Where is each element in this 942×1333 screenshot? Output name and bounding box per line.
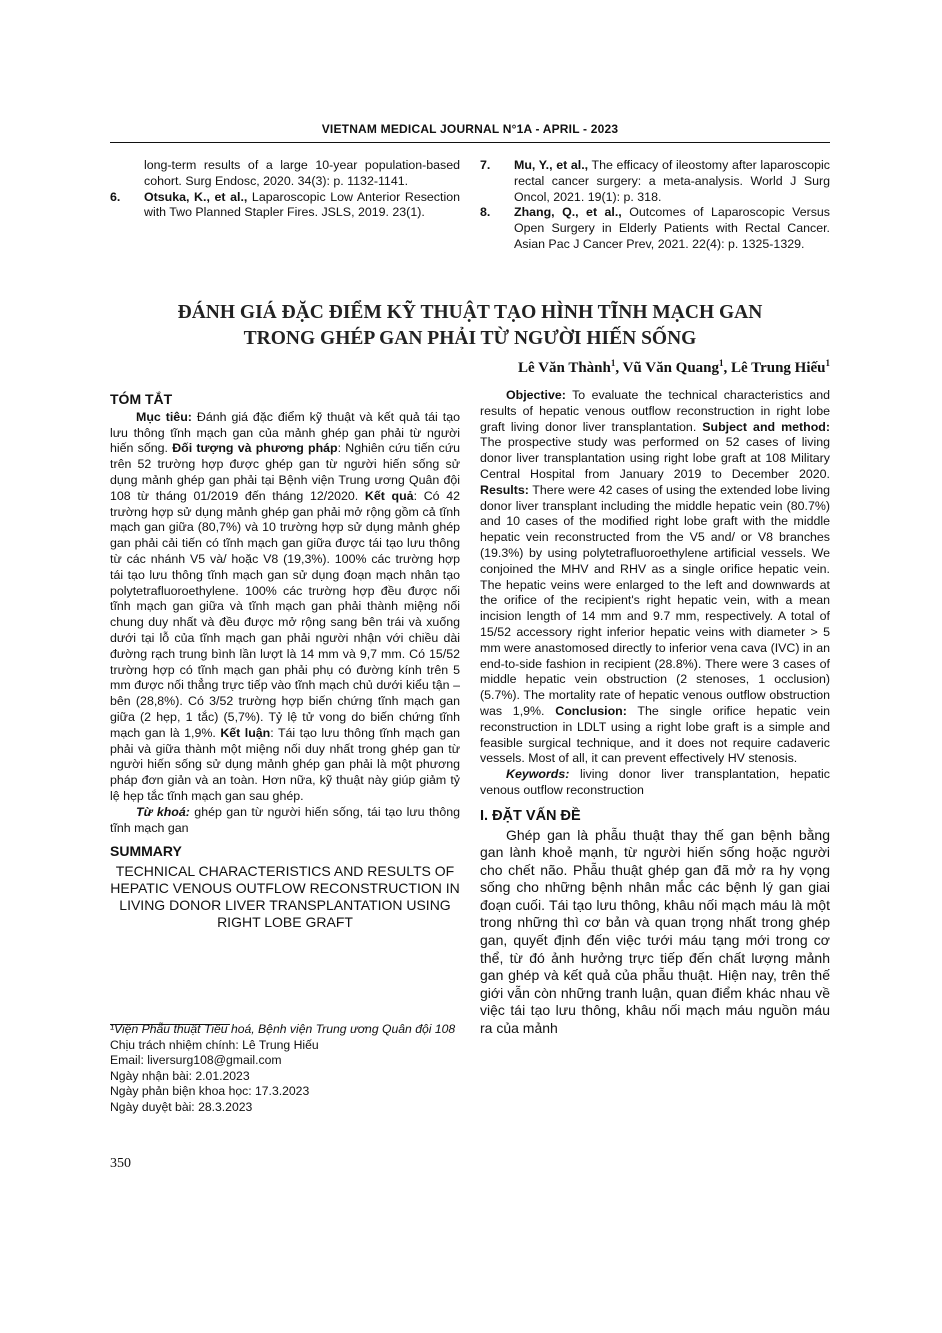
reference-item <box>110 190 460 222</box>
footnote <box>110 1022 460 1116</box>
reference-number: 6. <box>110 189 121 204</box>
title-line: ĐÁNH GIÁ ĐẶC ĐIỂM KỸ THUẬT TẠO HÌNH TĨNH MẠCH GAN <box>177 302 763 323</box>
reference-text: long-term results of a large 10-year population-based cohort. Surg Endosc, 2020. 34(3): p. 1132-1141. <box>144 158 460 188</box>
reference-item <box>110 158 460 190</box>
reference-text: The efficacy of ileostomy after laparoscopic rectal cancer surgery: a meta-analysis. World J Surg Oncol, 2021. 19(1): p. 318. <box>514 158 831 204</box>
reference-number: 7. <box>480 158 491 172</box>
reference-text: Outcomes of Laparoscopic Versus Open Surgery in Elderly Patients with Rectal Cancer. Asian Pac J Cancer Prev, 2021. 22(4): p. 1325-1329. <box>514 205 830 251</box>
intro-paragraph: Ghép gan là phẫu thuật thay thế gan bệnh bằng gan lành khoẻ mạnh, từ người hiến sống hoặc người cho chết não. Phẫu thuật ghép gan đã mở ra hy vọng sống cho những bệnh nhân mắc các bệnh lý gan giai đoạn cuối. Tái tạo lưu thông, khâu nối mạch máu là một trong những thì cơ bản và quan trọng nhất trong ghép gan, quyết định đến việc tưới máu tạng mới trong cơ thể, từ đó ảnh hưởng trực tiếp đến chất lượng mảnh gan ghép và kết quả của phẫu thuật. Hiện nay, trên thế giới vẫn còn những tranh luận, quan điểm khác nhau về việc tái tạo lưu thông, khâu nối mạch máu nguồn máu ra của mảnh <box>480 826 830 1037</box>
author-name: Vũ Văn Quang <box>622 360 720 376</box>
reference-number: 8. <box>480 205 491 220</box>
abstract-paragraph: Mục tiêu: Đánh giá đặc điểm kỹ thuật và kết quả tái tạo lưu thông tĩnh mạch gan của mảnh ghép gan phải từ người hiến sống. Đối tượng và phương pháp: Nghiên cứu tiến cứu trên 52 trường hợp được ghép gan từ người hiến sống sử dụng mảnh ghép gan phải tại Bệnh viện Trung ương Quân đội 108 từ tháng 01/2019 đến tháng 12/2020. Kết quả: Có 42 trường hợp sử dụng mảnh ghép gan phải mở rộng gồm cả tĩnh mạch gan giữa (80,7%) và 10 trường hợp sử dụng mảnh ghép gan phải cải tiến có tĩnh mạch gan giữa được tái tạo lưu thông từ các nhánh V5 và/ hoặc V8 (19,3%). 100% các trường hợp tái tạo lưu thông tĩnh mạch gan sử dụng đoạn mạch nhân tạo polytetrafluoroethylene. 100% các trường hợp đều được nối tĩnh mạch gan giữa và tĩnh mạch gan phải thành miệng nối chung duy nhất và đều được mở rộng sang bên trái và xuống dưới tại lỗ của tĩnh mạch gan phải người nhận với chiều dài đường rạch trung bình lần lượt là 14 mm và 9,7 mm. Có 15/52 trường hợp có tĩnh mạch gan phải phụ có đường kính trên 5 mm được nối thẳng trực tiếp vào tĩnh mạch chủ dưới kiểu tận – bên (28,8%). Có 3/52 trường hợp biến chứng tĩnh mạch gan giữa (2 hẹp, 1 tắc) (5,7%). Tỷ lệ tử vong do biến chứng tĩnh mạch gan là 1,9%. Kết luận: Tái tạo lưu thông tĩnh mạch gan phải và giữa thành một miệng nối duy nhất trong ghép gan từ người hiến sống sử dụng mảnh ghép gan phải là một phương pháp đơn giản và an toàn. Hơn nữa, kỹ thuật này giúp giảm tỷ lệ hẹp tắc tĩnh mạch gan sau ghép. <box>110 409 461 803</box>
page-number: 350 <box>110 1156 131 1171</box>
author-list: Lê Văn Thành$^1$, Vũ Văn Quang$^1$, Lê Trung Hiếu$^1$ <box>518 358 830 376</box>
references-right <box>480 158 830 253</box>
reference-authors: Mu, Y., et al., <box>514 158 589 172</box>
section-heading: TÓM TẮT <box>110 391 173 407</box>
summary-heading: SUMMARY <box>110 843 182 860</box>
abstract-paragraph: Objective: To evaluate the technical characteristics and results of hepatic venous outflow reconstruction in right lobe graft living donor liver transplantation. Subject and method: The prospective study was performed on 52 cases of living donor liver transplantation using right lobe graft at 108 Military Central Hospital from January 2019 to December 2020. Results: There were 42 cases of using the extended lobe living donor liver transplant including the middle hepatic vein (80.7%) and 10 cases of the modified right lobe graft with the middle hepatic vein reconstructed from the V5 and/ or V8 branches (19.3%) by using polytetrafluoroethylene artificial vessels. We conjoined the MHV and RHV as a single orifice hepatic vein. The hepatic veins were enlarged to the left and downwards at the orifice of the recipient's right hepatic vein, with a mean incision length of 14 mm and 9.7 mm, respectively. A total of 15/52 accessory right inferior hepatic veins with diameter > 5 mm were anastomosed directly to inferior vena cava (IVC) in an end-to-side fashion in recipient (28.8%). There were 3 cases of middle hepatic vein obstruction (2 stenoses, 1 occlusion) (5.7%). The mortality rate of hepatic venous outflow obstruction was 1,9%. Conclusion: The single orifice hepatic vein reconstruction in LDLT using a right lobe graft is a simple and feasible surgical technique, and it does not require cadaveric vessels. Most of all, it can prevent effectively HV stenosis. <box>480 388 830 766</box>
journal-header: VIETNAM MEDICAL JOURNAL N°1A - APRIL - 2023 <box>321 122 619 136</box>
author-name: Lê Văn Thành <box>518 360 611 376</box>
accepted-date: Ngày duyệt bài: 28.3.2023 <box>110 1099 253 1114</box>
references-left <box>110 158 460 221</box>
reference-number <box>110 158 144 190</box>
keywords-en: Keywords: living donor liver transplantation, hepatic venous outflow reconstruction <box>480 767 830 797</box>
abstract-vietnamese <box>110 392 460 931</box>
article-title <box>110 300 830 352</box>
author-name: Lê Trung Hiếu <box>731 360 826 376</box>
header-rule <box>110 142 830 143</box>
email: Email: liversurg108@gmail.com <box>110 1053 282 1068</box>
reference-authors: Otsuka, K., et al., <box>144 189 248 204</box>
affiliation: ¹Viện Phẫu thuật Tiêu hoá, Bệnh viện Trung ương Quân đội 108 <box>110 1022 456 1036</box>
reference-item <box>480 205 830 252</box>
reviewed-date: Ngày phản biện khoa học: 17.3.2023 <box>110 1084 310 1099</box>
reference-authors: Zhang, Q., et al., <box>514 205 622 220</box>
responsible-author: Chịu trách nhiệm chính: Lê Trung Hiếu <box>110 1037 319 1052</box>
reference-text: Laparoscopic Low Anterior Resection with Two Planned Stapler Fires. JSLS, 2019. 23(1). <box>144 189 460 220</box>
reference-item <box>480 158 830 205</box>
summary-title: TECHNICAL CHARACTERISTICS AND RESULTS OF HEPATIC VENOUS OUTFLOW RECONSTRUCTION IN LIVING DONOR LIVER TRANSPLANTATION USING RIGHT LOBE GRAFT <box>110 863 460 931</box>
keywords-vi: Từ khoá: ghép gan từ người hiến sống, tái tạo lưu thông tĩnh mạch gan <box>110 804 460 835</box>
intro-heading: I. ĐẶT VẤN ĐỀ <box>480 807 581 824</box>
title-line: TRONG GHÉP GAN PHẢI TỪ NGƯỜI HIẾN SỐNG <box>243 328 697 349</box>
received-date: Ngày nhận bài: 2.01.2023 <box>110 1068 250 1083</box>
abstract-english <box>480 388 830 1038</box>
